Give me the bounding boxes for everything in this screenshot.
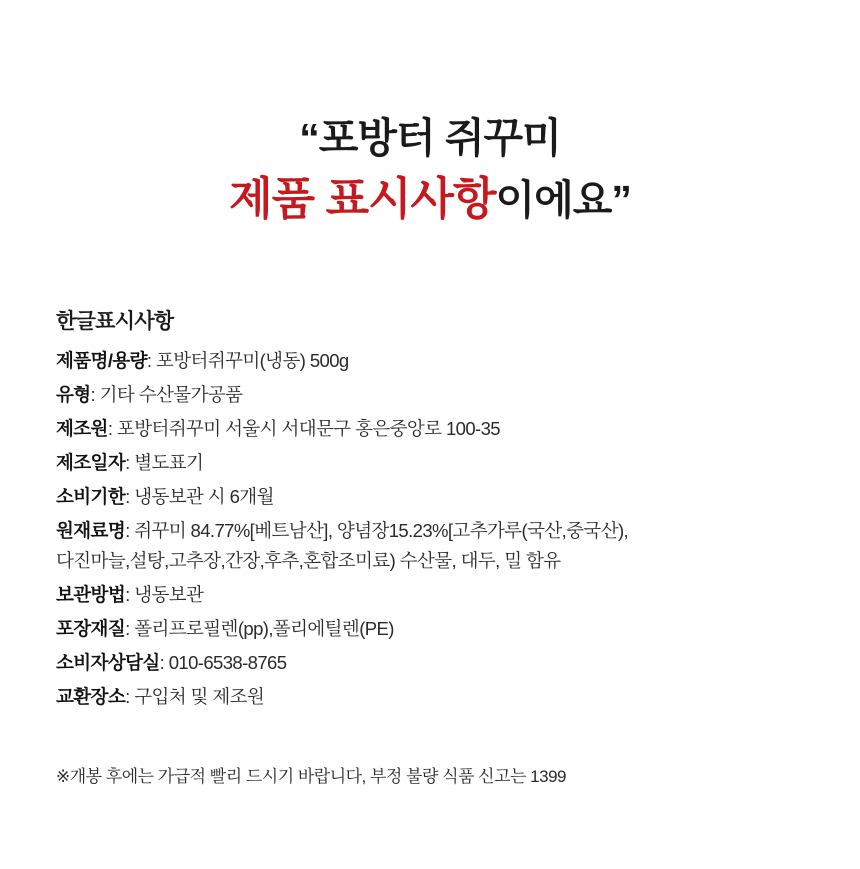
- heading-text-1: 포방터 쥐꾸미: [318, 115, 561, 161]
- label-row-key: 소비기한: [56, 485, 126, 507]
- label-row-key: 제품명/용량: [56, 350, 147, 371]
- label-row-key: 원재료명: [56, 519, 126, 541]
- label-row-key: 소비자상담실: [56, 651, 160, 673]
- close-quote: ”: [611, 177, 631, 224]
- label-row-value: 별도표기: [134, 451, 204, 473]
- label-row-sep: :: [125, 617, 135, 639]
- label-row: [56, 516, 820, 576]
- label-row-key: 교환장소: [56, 685, 126, 707]
- label-row-key: 제조원: [56, 417, 108, 439]
- label-row-value: 폴리프로필렌(pp),폴리에틸렌(PE): [134, 617, 394, 639]
- label-title: 한글표시사항: [56, 310, 174, 333]
- label-row-key: 제조일자: [56, 451, 126, 473]
- label-row-sep: :: [125, 685, 135, 707]
- label-row-sep: :: [125, 451, 135, 473]
- label-row-sep: :: [159, 651, 169, 673]
- heading-tail-text: 이에요: [495, 177, 612, 224]
- label-row-sep: :: [125, 519, 135, 541]
- label-footnote: ※개봉 후에는 가급적 빨리 드시기 바랍니다, 부정 불량 식품 신고는 1399: [56, 767, 566, 786]
- label-row-value: 구입처 및 제조원: [134, 685, 265, 707]
- label-row-sep: :: [107, 417, 117, 439]
- heading-line-1: [0, 112, 860, 164]
- label-row-value: 포방터쥐꾸미 서울시 서대문구 홍은중앙로 100-35: [116, 417, 500, 439]
- page-heading: [0, 0, 860, 228]
- label-row-sep: :: [125, 583, 135, 605]
- label-row: [56, 482, 820, 512]
- label-block: [56, 305, 820, 716]
- label-row-sep: :: [146, 350, 156, 371]
- open-quote: “: [299, 115, 319, 161]
- label-row-key: 유형: [56, 383, 91, 405]
- label-row-value: 010-6538-8765: [168, 651, 287, 673]
- label-row-value: 기타 수산물가공품: [99, 383, 243, 405]
- label-row: [56, 648, 820, 678]
- label-row-sep: :: [125, 485, 135, 507]
- heading-line-2: [0, 170, 860, 228]
- label-row: [56, 414, 820, 444]
- label-row-value: 냉동보관: [134, 583, 204, 605]
- label-row-value: 쥐꾸미 84.77%[베트남산], 양념장15.23%[고추가루(국산,중국산),: [134, 519, 629, 541]
- label-row-continuation: 다진마늘,설탕,고추장,간장,후추,혼합조미료) 수산물, 대두, 밀 함유: [56, 549, 561, 571]
- label-row: [56, 580, 820, 610]
- label-row: [56, 682, 820, 712]
- label-row-sep: :: [90, 383, 100, 405]
- label-row-key: 포장재질: [56, 617, 126, 639]
- label-row: [56, 380, 820, 410]
- heading-accent-text: 제품 표시사항: [229, 173, 496, 225]
- label-row: [56, 346, 820, 376]
- label-row: [56, 614, 820, 644]
- label-row: [56, 448, 820, 478]
- label-row-value: 포방터쥐꾸미(냉동) 500g: [156, 350, 349, 371]
- label-row-key: 보관방법: [56, 583, 126, 605]
- label-row-value: 냉동보관 시 6개월: [134, 485, 274, 507]
